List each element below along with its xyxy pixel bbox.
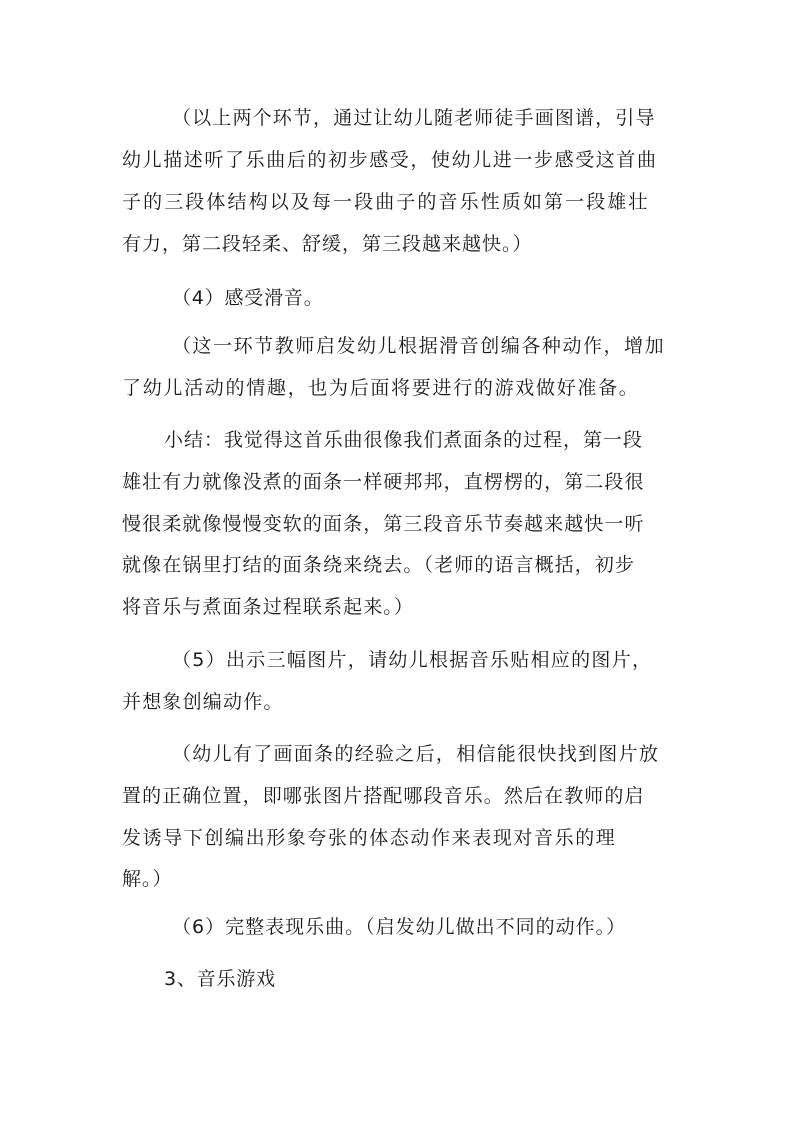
text-line: （6）完整表现乐曲。（启发幼儿做出不同的动作。） xyxy=(172,916,627,938)
text-line: 小结：我觉得这首乐曲很像我们煮面条的过程，第一段 xyxy=(164,429,643,451)
text-line: 了幼儿活动的情趣，也为后面将要进行的游戏做好准备。 xyxy=(122,377,640,399)
text-line: （这一环节教师启发幼儿根据滑音创编各种动作，增加 xyxy=(172,335,666,357)
text-line: 并想象创编动作。 xyxy=(122,691,284,713)
section-heading: 3、音乐游戏 xyxy=(164,968,276,990)
text-line: 解。） xyxy=(122,868,173,890)
text-line: 子的三段体结构以及每一段曲子的音乐性质如第一段雄壮 xyxy=(122,191,650,213)
text-line: （5）出示三幅图片，请幼儿根据音乐贴相应的图片， xyxy=(172,649,653,671)
text-line: 就像在锅里打结的面条绕来绕去。（老师的语言概括，初步 xyxy=(122,554,636,576)
text-line: （以上两个环节，通过让幼儿随老师徒手画图谱，引导 xyxy=(172,107,656,129)
text-line: 将音乐与煮面条过程联系起来。） xyxy=(122,596,415,618)
text-line: 雄壮有力就像没煮的面条一样硬邦邦，直楞楞的，第二段很 xyxy=(122,471,645,493)
text-line: 发诱导下创编出形象夸张的体态动作来表现对音乐的理 xyxy=(122,827,617,849)
text-line: （4）感受滑音。 xyxy=(172,287,324,309)
text-line: （幼儿有了画面条的经验之后，相信能很快找到图片放 xyxy=(172,743,660,765)
text-line: 有力，第二段轻柔、舒缓，第三段越来越快。） xyxy=(122,233,533,255)
text-line: 幼儿描述听了乐曲后的初步感受，使幼儿进一步感受这首曲 xyxy=(122,149,658,171)
text-line: 慢很柔就像慢慢变软的面条，第三段音乐节奏越来越快一听 xyxy=(122,513,645,535)
text-line: 置的正确位置，即哪张图片搭配哪段音乐。然后在教师的启 xyxy=(122,785,645,807)
